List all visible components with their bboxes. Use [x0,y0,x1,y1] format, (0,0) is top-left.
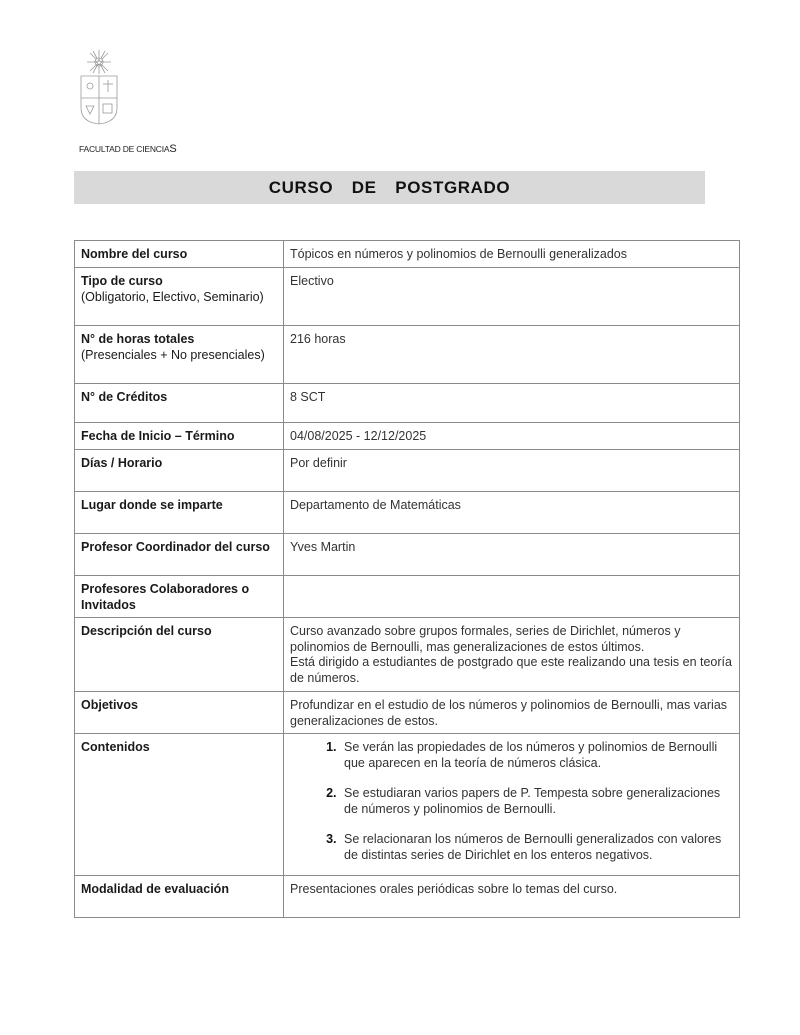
table-row-fecha [75,423,740,450]
value-profesor: Yves Martin [284,534,740,576]
label-fecha: Fecha de Inicio – Término [81,429,235,443]
table-row-dias [75,450,740,492]
value-creditos: 8 SCT [284,384,740,423]
label-creditos: N° de Créditos [81,390,168,404]
faculty-name-main: FACULTAD DE CIENCIA [79,144,170,154]
value-objetivos: Profundizar en el estudio de los números y polinomios de Bernoulli, mas varias generalizaciones de estos. [284,692,740,734]
value-dias: Por definir [284,450,740,492]
label-modalidad: Modalidad de evaluación [81,882,229,896]
label-horas-sub: (Presenciales + No presenciales) [81,347,265,362]
value-fecha: 04/08/2025 - 12/12/2025 [284,423,740,450]
table-row-descripcion [75,618,740,692]
table-row-colaboradores [75,576,740,618]
faculty-name-last: S [169,143,177,155]
table-row-objetivos [75,692,740,734]
value-descripcion-line1: Curso avanzado sobre grupos formales, series de Dirichlet, números y polinomios de Bernoulli, mas generalizaciones de estos últimos. [290,624,681,654]
label-nombre: Nombre del curso [81,247,188,261]
table-row-nombre [75,241,740,268]
contents-list [290,740,733,863]
value-tipo: Electivo [284,268,740,326]
table-row-lugar [75,492,740,534]
table-row-modalidad [75,876,740,918]
label-lugar: Lugar donde se imparte [81,498,223,512]
table-row-creditos [75,384,740,423]
label-tipo-sub: (Obligatorio, Electivo, Seminario) [81,289,264,304]
label-profesor: Profesor Coordinador del curso [81,540,270,554]
value-nombre: Tópicos en números y polinomios de Bernoulli generalizados [284,241,740,268]
label-colaboradores: Profesores Colaboradores o Invitados [81,582,250,612]
table-row-profesor [75,534,740,576]
value-colaboradores [284,576,740,618]
table-row-horas [75,326,740,384]
table-row-contenidos [75,734,740,876]
course-info-table [74,240,740,918]
label-tipo: Tipo de curso [81,274,163,288]
label-contenidos: Contenidos [81,740,150,754]
faculty-name [79,143,176,155]
label-dias: Días / Horario [81,456,163,470]
value-horas: 216 horas [284,326,740,384]
list-item: 1. Se verán las propiedades de los números y polinomios de Bernoulli que aparecen en la teoría de números clásica. [340,740,733,771]
list-item: 2. Se estudiaran varios papers de P. Tempesta sobre generalizaciones de números y polinomios de Bernoulli. [340,786,733,817]
label-descripcion: Descripción del curso [81,624,212,638]
university-crest-icon [78,48,120,126]
value-descripcion-line2: Está dirigido a estudiantes de postgrado que este realizando una tesis en teoría de números. [290,655,732,685]
label-objetivos: Objetivos [81,698,138,712]
table-row-tipo [75,268,740,326]
value-lugar: Departamento de Matemáticas [284,492,740,534]
title-bar [74,171,705,204]
label-horas: N° de horas totales [81,332,195,346]
value-modalidad: Presentaciones orales periódicas sobre lo temas del curso. [284,876,740,918]
page-title: CURSO DE POSTGRADO [268,177,511,197]
list-item: 3. Se relacionaran los números de Bernoulli generalizados con valores de distintas series de Dirichlet en los enteros negativos. [340,832,733,863]
